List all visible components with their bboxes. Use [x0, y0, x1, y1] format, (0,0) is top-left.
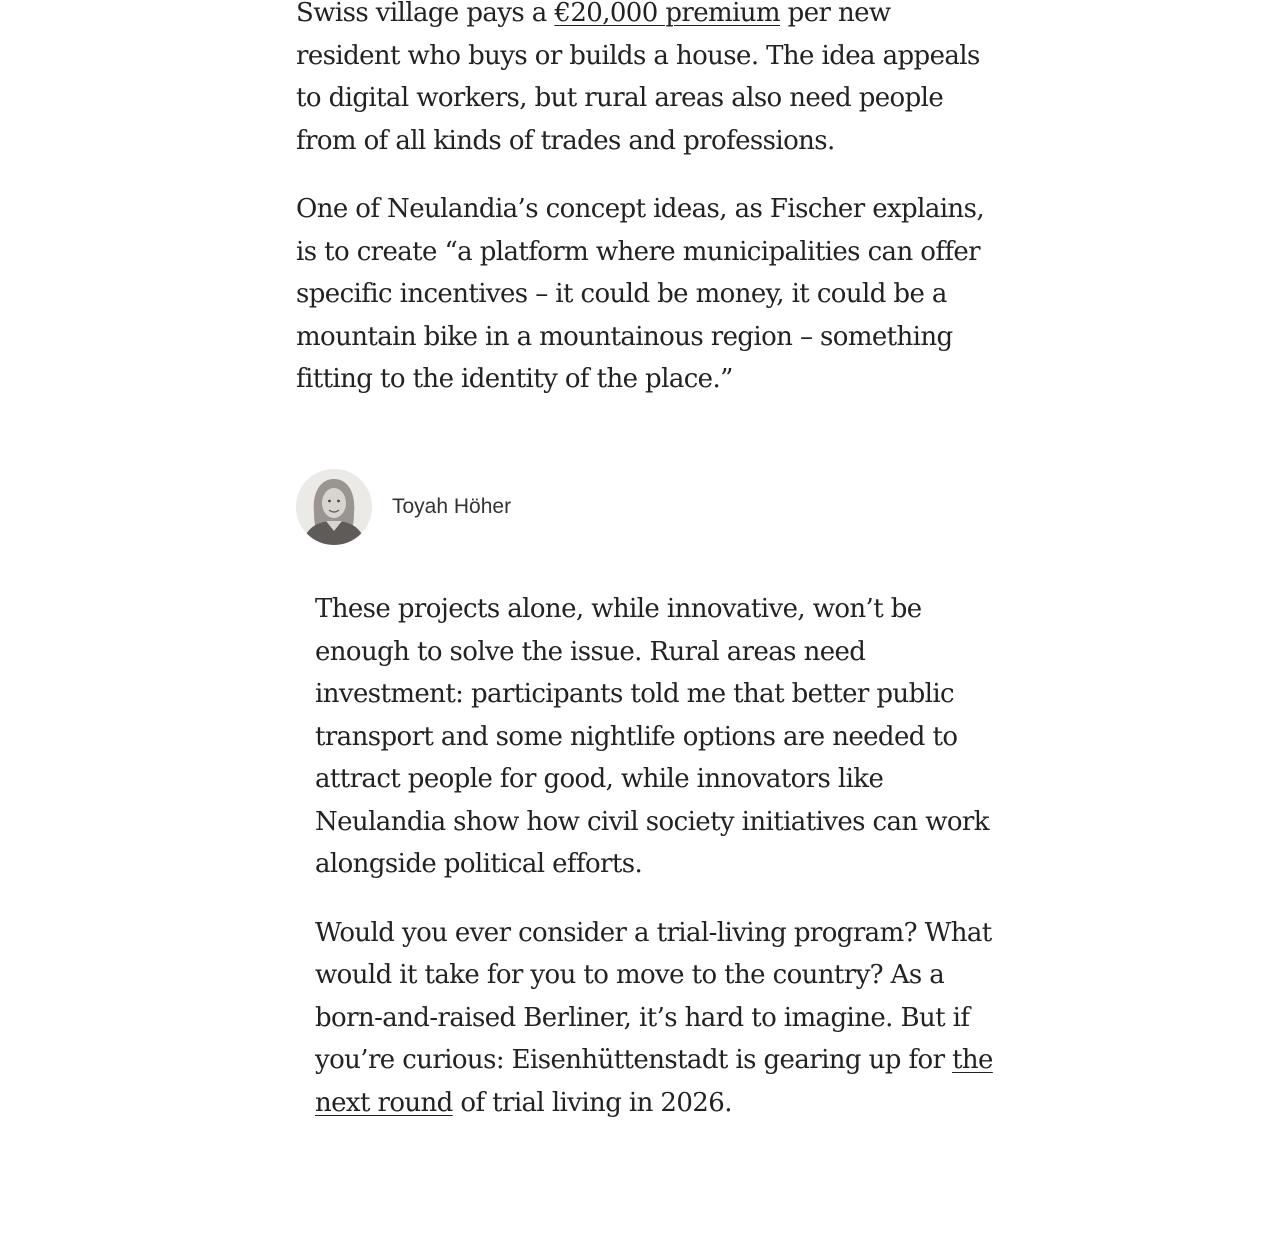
paragraph-text: Would you ever consider a trial-living program? What would it take for you to move to the country? As a born-and-raised Berliner, it’s hard to imagine. But if you’re curious: Eisenhüttenstadt is gearing up for	[315, 917, 992, 1075]
article-body	[296, 0, 986, 401]
note-paragraph	[315, 912, 995, 1125]
paragraph-text: Swiss village pays a	[296, 0, 555, 28]
next-round-link[interactable]: the next round	[315, 1045, 993, 1118]
article-paragraph: One of Neulandia’s concept ideas, as Fischer explains, is to create “a platform where municipalities can offer specific incentives – it could be money, it could be a mountain bike in a mountainous region – something fitting to the identity of the place.”	[296, 194, 984, 394]
paragraph-text: of trial living in 2026.	[452, 1087, 732, 1118]
author-portrait-icon	[296, 469, 372, 545]
author-byline	[296, 468, 511, 546]
article-paragraph	[296, 0, 986, 162]
note-paragraph: These projects alone, while innovative, won’t be enough to solve the issue. Rural areas need investment: participants told me that better public transport and some nightlife options are needed to attract people for good, while innovators like Neulandia show how civil society initiatives can work alongside political efforts.	[315, 594, 989, 879]
paragraph-text: per new resident who buys or builds a house. The idea appeals to digital workers, but rural areas also need people from of all kinds of trades and professions.	[296, 0, 980, 156]
premium-link[interactable]: €20,000 premium	[554, 0, 780, 28]
author-name[interactable]: Toyah Höher	[392, 495, 512, 518]
author-note	[315, 588, 995, 1124]
avatar	[296, 469, 372, 545]
